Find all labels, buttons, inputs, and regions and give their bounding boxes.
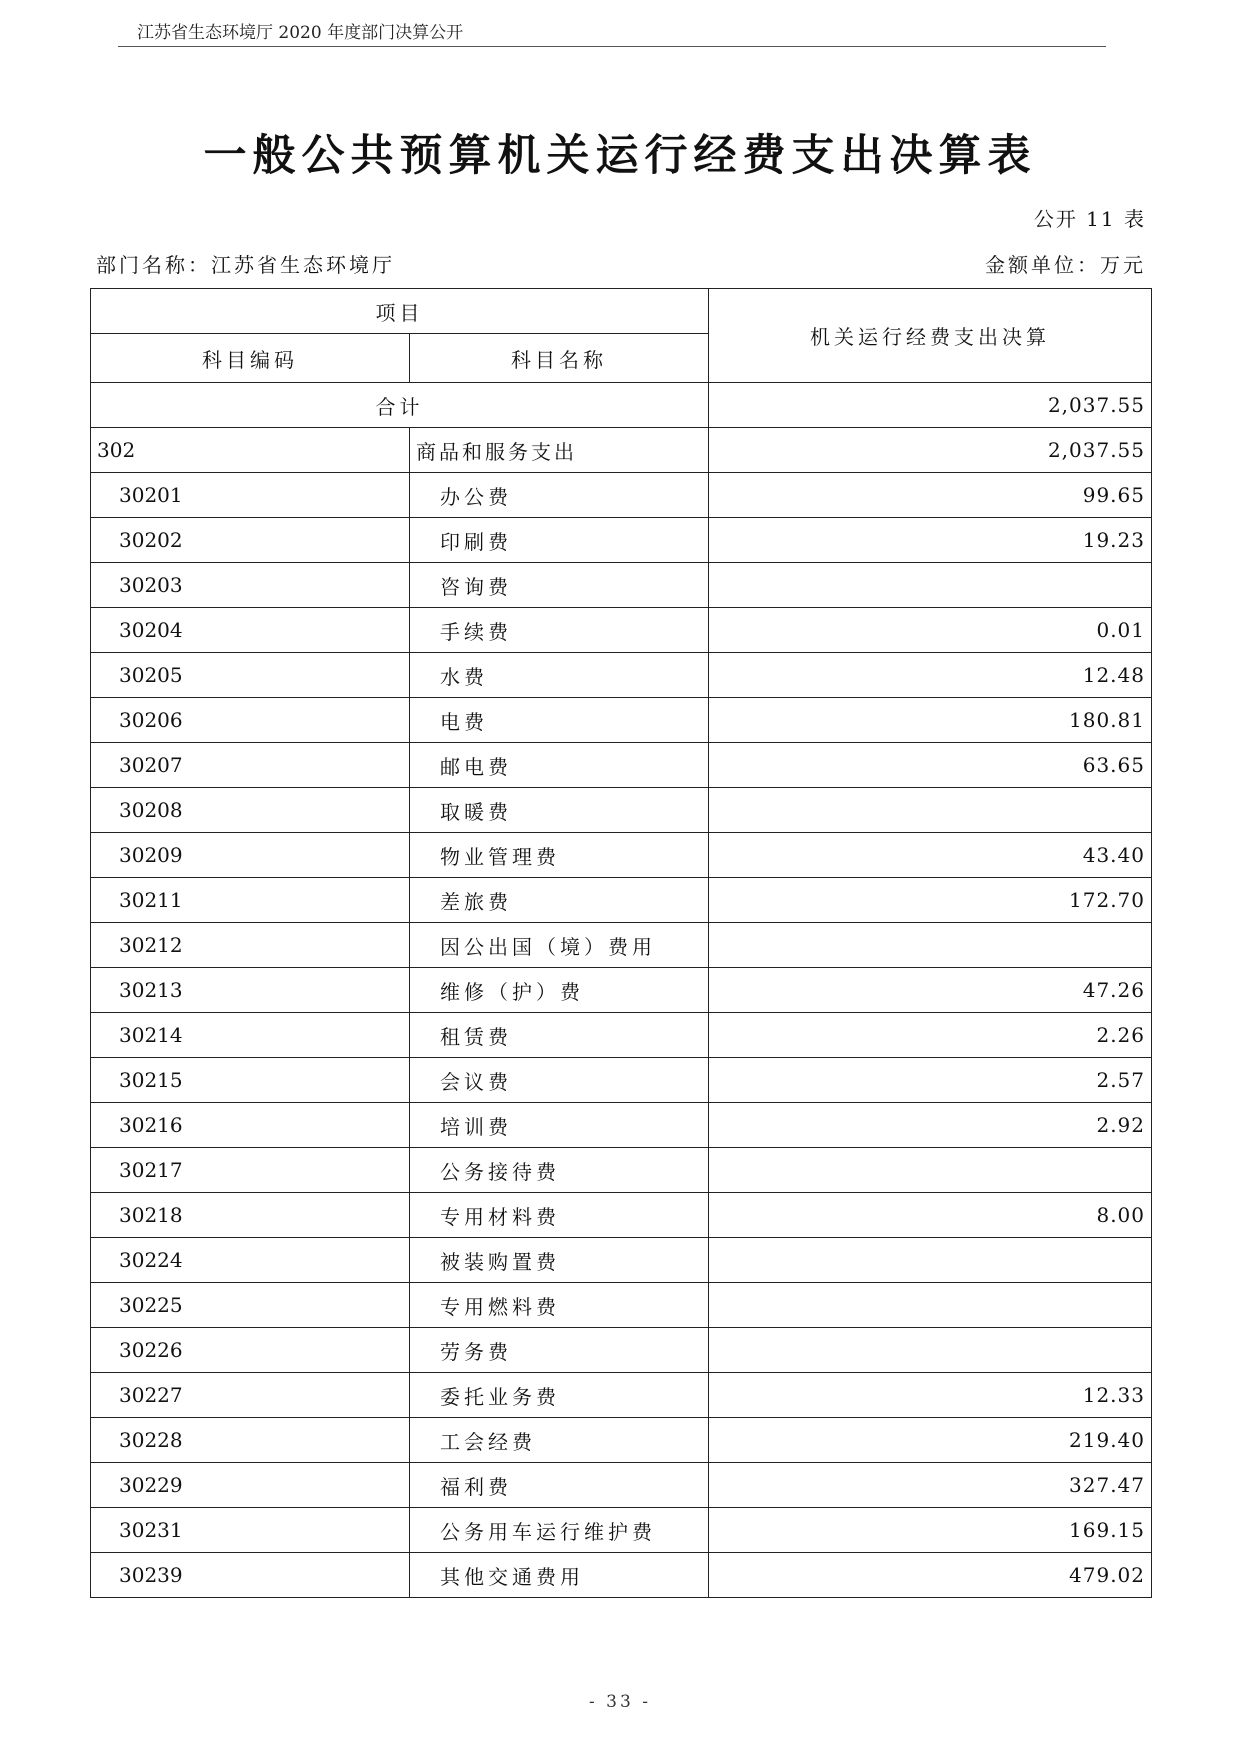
row-code: 30227 (91, 1373, 410, 1418)
row-name: 差旅费 (410, 878, 709, 923)
row-code: 30225 (91, 1283, 410, 1328)
row-name: 专用燃料费 (410, 1283, 709, 1328)
row-name: 会议费 (410, 1058, 709, 1103)
table-row (91, 968, 1152, 1013)
row-amount (709, 1148, 1152, 1193)
amount-unit-value: 万元 (1100, 253, 1146, 277)
row-amount: 327.47 (709, 1463, 1152, 1508)
row-name: 工会经费 (410, 1418, 709, 1463)
row-name: 其他交通费用 (410, 1553, 709, 1598)
page-header: 江苏省生态环境厅 2020 年度部门决算公开 (137, 23, 464, 43)
table-row (91, 473, 1152, 518)
header-amount: 机关运行经费支出决算 (709, 289, 1152, 383)
row-code: 30239 (91, 1553, 410, 1598)
table-row (91, 1058, 1152, 1103)
row-amount (709, 923, 1152, 968)
row-code: 30218 (91, 1193, 410, 1238)
row-amount: 2,037.55 (709, 428, 1152, 473)
row-amount: 180.81 (709, 698, 1152, 743)
row-amount: 219.40 (709, 1418, 1152, 1463)
row-amount: 2.26 (709, 1013, 1152, 1058)
row-code: 302 (91, 428, 410, 473)
row-amount: 12.48 (709, 653, 1152, 698)
row-code: 30202 (91, 518, 410, 563)
header-name: 科目名称 (410, 334, 709, 383)
row-name: 培训费 (410, 1103, 709, 1148)
row-code: 30214 (91, 1013, 410, 1058)
table-row (91, 878, 1152, 923)
row-amount: 12.33 (709, 1373, 1152, 1418)
row-amount: 99.65 (709, 473, 1152, 518)
row-amount: 63.65 (709, 743, 1152, 788)
table-row (91, 698, 1152, 743)
header-divider (118, 46, 1106, 47)
row-name: 咨询费 (410, 563, 709, 608)
table-row (91, 1103, 1152, 1148)
row-code: 30226 (91, 1328, 410, 1373)
table-row (91, 1013, 1152, 1058)
table-row (91, 563, 1152, 608)
row-amount: 2.57 (709, 1058, 1152, 1103)
table-row (91, 608, 1152, 653)
row-name: 电费 (410, 698, 709, 743)
expenditure-table (90, 288, 1152, 1598)
row-name: 委托业务费 (410, 1373, 709, 1418)
row-name: 商品和服务支出 (410, 428, 709, 473)
amount-unit-label: 金额单位： (985, 253, 1100, 277)
row-amount: 169.15 (709, 1508, 1152, 1553)
header-row-1 (91, 289, 1152, 334)
row-name: 因公出国（境）费用 (410, 923, 709, 968)
table-row (91, 1463, 1152, 1508)
row-code: 30208 (91, 788, 410, 833)
row-amount (709, 1328, 1152, 1373)
row-code: 30206 (91, 698, 410, 743)
row-amount (709, 1238, 1152, 1283)
row-amount (709, 1283, 1152, 1328)
row-code: 30201 (91, 473, 410, 518)
amount-unit (985, 249, 1146, 278)
header-code: 科目编码 (91, 334, 410, 383)
row-amount: 0.01 (709, 608, 1152, 653)
row-name: 物业管理费 (410, 833, 709, 878)
row-name: 被装购置费 (410, 1238, 709, 1283)
row-code: 30215 (91, 1058, 410, 1103)
row-amount: 172.70 (709, 878, 1152, 923)
row-code: 30203 (91, 563, 410, 608)
row-code: 30231 (91, 1508, 410, 1553)
total-label: 合计 (91, 383, 709, 428)
page-title: 一般公共预算机关运行经费支出决算表 (203, 131, 1037, 181)
total-value: 2,037.55 (709, 383, 1152, 428)
row-code: 30224 (91, 1238, 410, 1283)
department-name: 江苏省生态环境厅 (211, 253, 395, 277)
table-row (91, 1508, 1152, 1553)
row-amount: 8.00 (709, 1193, 1152, 1238)
table-row (91, 1553, 1152, 1598)
row-name: 印刷费 (410, 518, 709, 563)
row-name: 邮电费 (410, 743, 709, 788)
row-code: 30207 (91, 743, 410, 788)
table-row (91, 833, 1152, 878)
row-name: 公务用车运行维护费 (410, 1508, 709, 1553)
table-number: 公开 11 表 (1033, 207, 1146, 231)
row-amount: 2.92 (709, 1103, 1152, 1148)
table-row (91, 1418, 1152, 1463)
department-label (96, 249, 395, 278)
table-row (91, 428, 1152, 473)
row-code: 30204 (91, 608, 410, 653)
row-code: 30213 (91, 968, 410, 1013)
table-row (91, 923, 1152, 968)
row-name: 取暖费 (410, 788, 709, 833)
row-amount: 47.26 (709, 968, 1152, 1013)
table-row (91, 743, 1152, 788)
table-row (91, 788, 1152, 833)
table-row (91, 1373, 1152, 1418)
department-label-text: 部门名称： (96, 253, 211, 277)
row-name: 福利费 (410, 1463, 709, 1508)
row-code: 30209 (91, 833, 410, 878)
row-code: 30217 (91, 1148, 410, 1193)
header-item: 项目 (91, 289, 709, 334)
row-code: 30205 (91, 653, 410, 698)
row-code: 30228 (91, 1418, 410, 1463)
table-row (91, 1283, 1152, 1328)
row-name: 公务接待费 (410, 1148, 709, 1193)
row-code: 30216 (91, 1103, 410, 1148)
table-row (91, 1148, 1152, 1193)
table-row (91, 1193, 1152, 1238)
row-code: 30211 (91, 878, 410, 923)
row-name: 手续费 (410, 608, 709, 653)
row-name: 劳务费 (410, 1328, 709, 1373)
total-row (91, 383, 1152, 428)
row-name: 办公费 (410, 473, 709, 518)
row-code: 30229 (91, 1463, 410, 1508)
table-row (91, 1328, 1152, 1373)
row-amount: 479.02 (709, 1553, 1152, 1598)
row-code: 30212 (91, 923, 410, 968)
row-name: 专用材料费 (410, 1193, 709, 1238)
row-amount (709, 788, 1152, 833)
row-name: 租赁费 (410, 1013, 709, 1058)
table-row (91, 518, 1152, 563)
row-name: 水费 (410, 653, 709, 698)
row-amount: 43.40 (709, 833, 1152, 878)
row-amount: 19.23 (709, 518, 1152, 563)
table-row (91, 653, 1152, 698)
page-number: - 33 - (589, 1692, 651, 1712)
table-row (91, 1238, 1152, 1283)
row-amount (709, 563, 1152, 608)
row-name: 维修（护）费 (410, 968, 709, 1013)
